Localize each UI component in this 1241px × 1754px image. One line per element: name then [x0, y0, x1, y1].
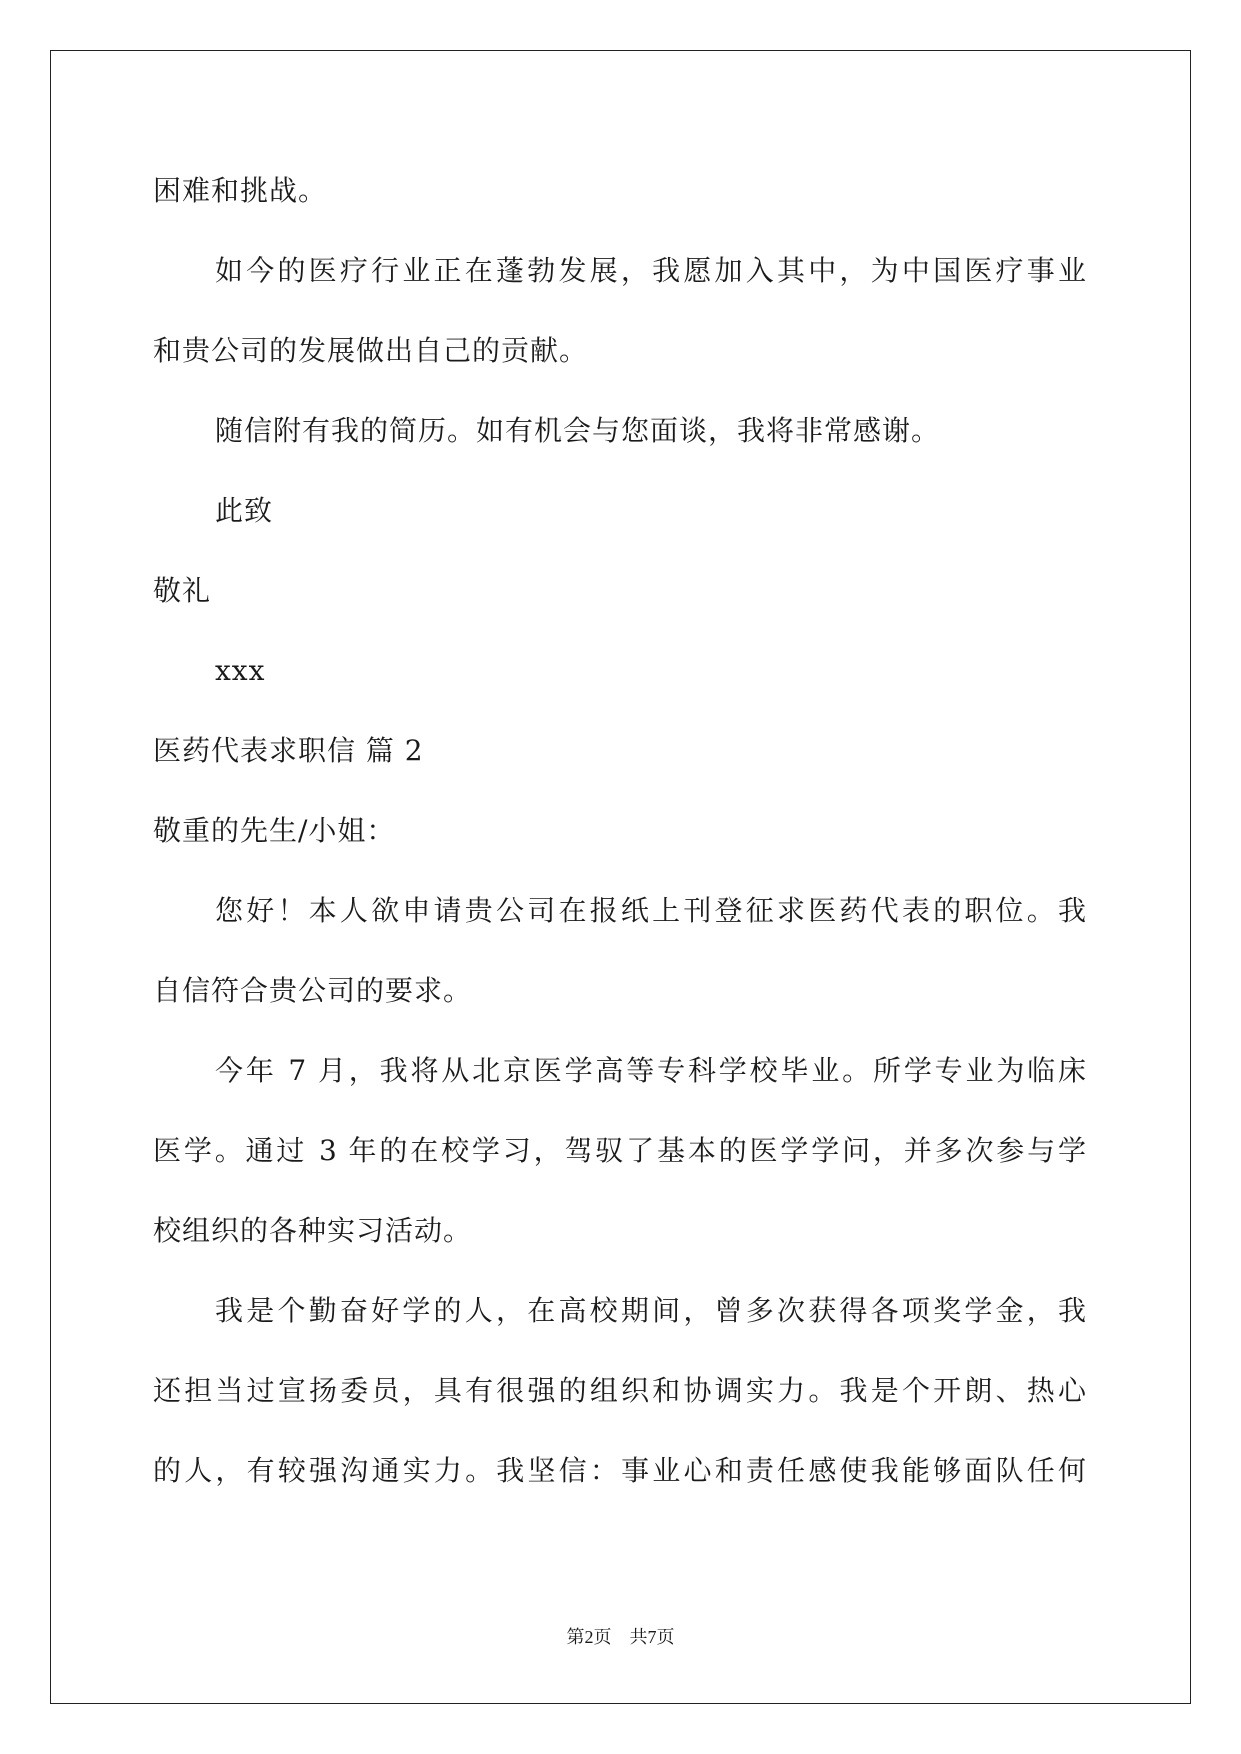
greeting: 敬重的先生/小姐：	[153, 814, 396, 847]
closing-regards: 敬礼	[153, 574, 212, 607]
paragraph-line: 的人，有较强沟通实力。我坚信：事业心和责任感使我能够面队任何	[153, 1454, 1086, 1487]
section-title: 医药代表求职信 篇 2	[153, 734, 424, 767]
paragraph-line: 今年 7 月，我将从北京医学高等专科学校毕业。所学专业为临床	[215, 1054, 1086, 1087]
paragraph-line: 随信附有我的简历。如有机会与您面谈，我将非常感谢。	[215, 414, 941, 447]
closing-salutation: 此致	[215, 494, 274, 527]
paragraph-line: 困难和挑战。	[153, 174, 328, 207]
signature: xxx	[215, 654, 266, 687]
paragraph-line: 自信符合贵公司的要求。	[153, 974, 473, 1007]
page-number: 第2页 共7页	[566, 1627, 675, 1647]
paragraph-line: 校组织的各种实习活动。	[153, 1214, 473, 1247]
paragraph-line: 您好！本人欲申请贵公司在报纸上刊登征求医药代表的职位。我	[215, 894, 1086, 927]
paragraph-line: 和贵公司的发展做出自己的贡献。	[153, 334, 589, 367]
paragraph-line: 还担当过宣扬委员，具有很强的组织和协调实力。我是个开朗、热心	[153, 1374, 1086, 1407]
paragraph-line: 医学。通过 3 年的在校学习，驾驭了基本的医学学问，并多次参与学	[153, 1134, 1086, 1167]
paragraph-line: 我是个勤奋好学的人，在高校期间，曾多次获得各项奖学金，我	[215, 1294, 1086, 1327]
paragraph-line: 如今的医疗行业正在蓬勃发展，我愿加入其中，为中国医疗事业	[215, 254, 1086, 287]
